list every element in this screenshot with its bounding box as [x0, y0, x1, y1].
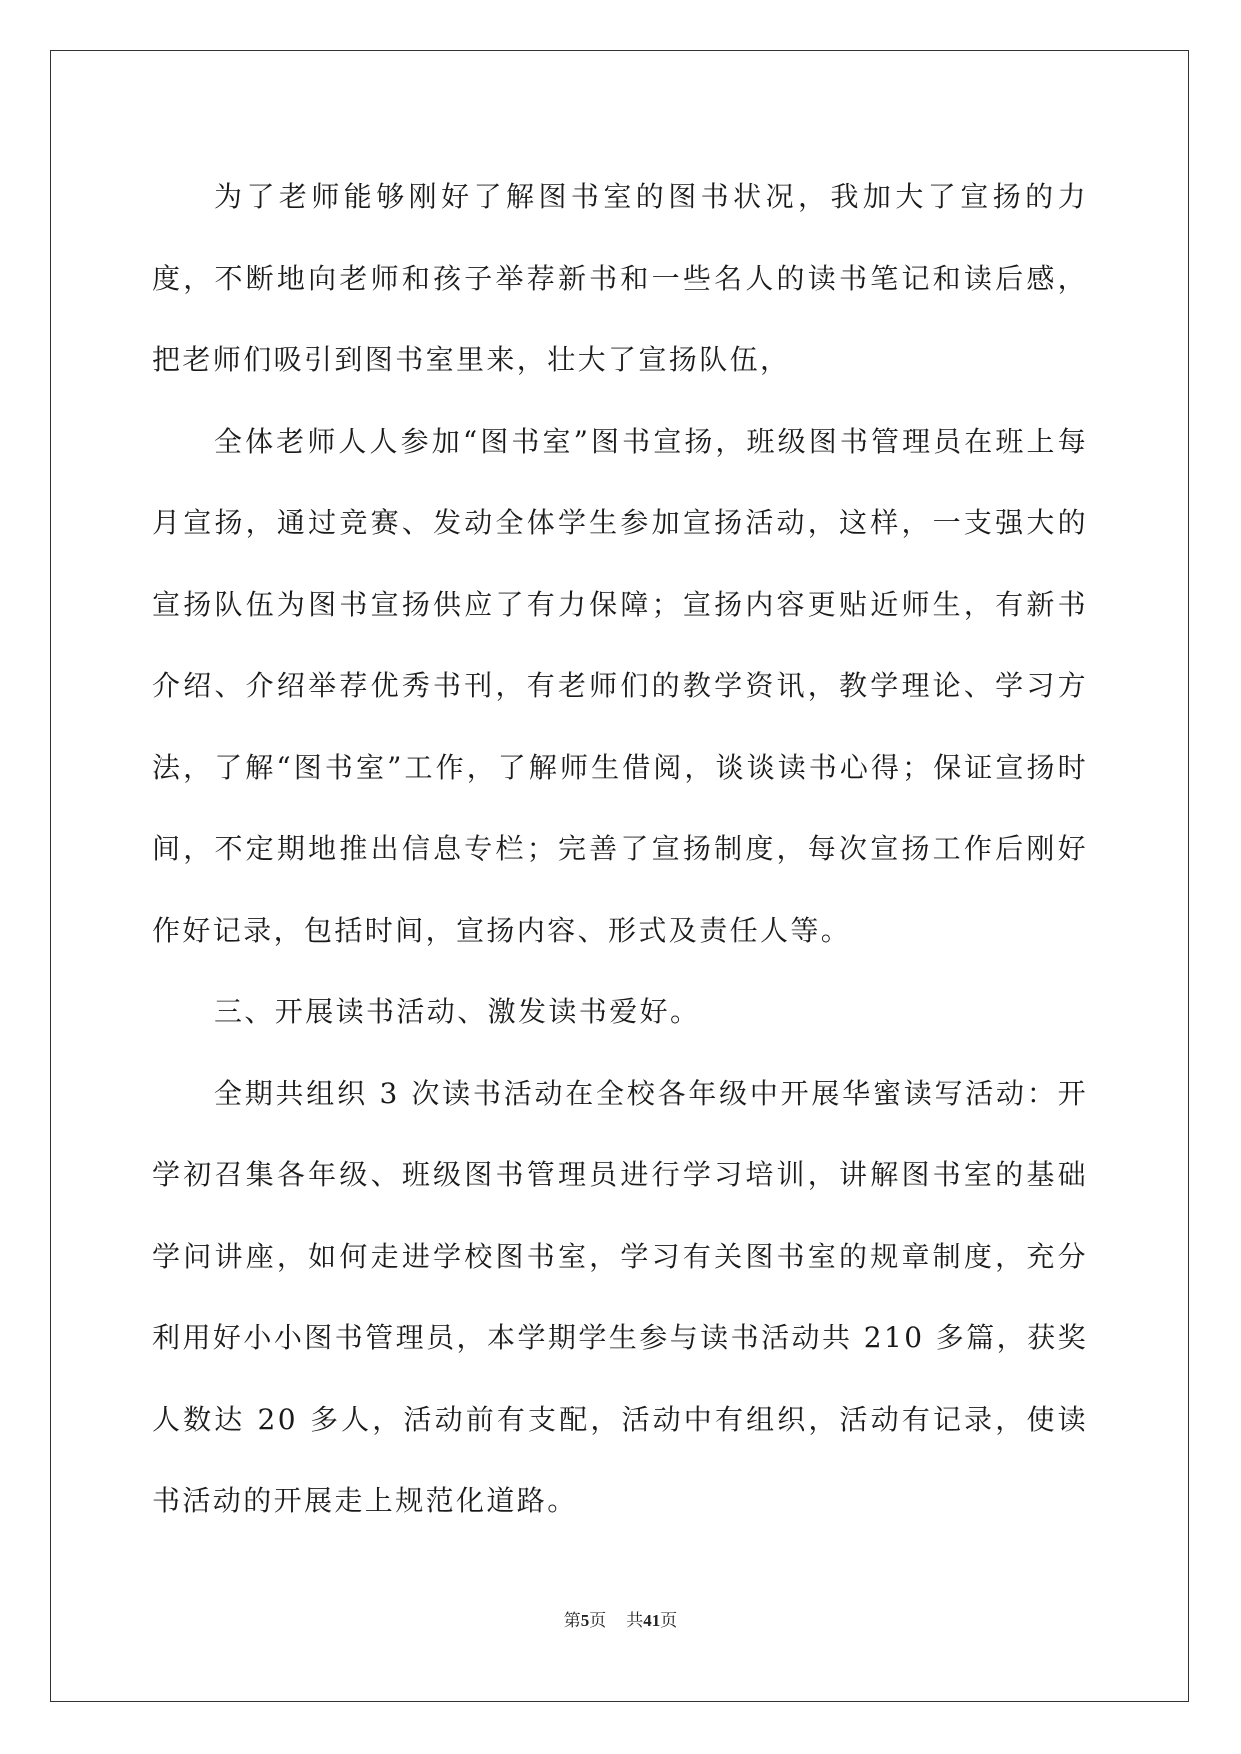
page-footer [0, 1606, 1241, 1631]
paragraph-4: 全期共组织 3 次读书活动在全校各年级中开展华蜜读写活动：开学初召集各年级、班级图书管理员进行学习培训，讲解图书室的基础学问讲座，如何走进学校图书室，学习有关图书室的规章制度，充分利用好小小图书管理员，本学期学生参与读书活动共 210 多篇，获奖人数达 20 多人，活动前有支配，活动中有组织，活动有记录，使读书活动的开展走上规范化道路。 [152, 1076, 1088, 1517]
page-number: 5 [580, 1611, 590, 1630]
document-body [152, 156, 1088, 1542]
paragraph-3-heading: 三、开展读书活动、激发读书爱好。 [214, 995, 701, 1028]
page-prefix: 第 [563, 1611, 581, 1630]
total-suffix: 页 [660, 1611, 678, 1630]
total-prefix: 共 [626, 1611, 644, 1630]
total-pages: 41 [643, 1611, 661, 1630]
page-suffix: 页 [589, 1611, 607, 1630]
paragraph-1: 为了老师能够刚好了解图书室的图书状况，我加大了宣扬的力度，不断地向老师和孩子举荐新书和一些名人的读书笔记和读后感，把老师们吸引到图书室里来，壮大了宣扬队伍， [152, 180, 1088, 376]
paragraph-2: 全体老师人人参加“图书室”图书宣扬，班级图书管理员在班上每月宣扬，通过竞赛、发动全体学生参加宣扬活动，这样，一支强大的宣扬队伍为图书宣扬供应了有力保障；宣扬内容更贴近师生，有新书介绍、介绍举荐优秀书刊，有老师们的教学资讯，教学理论、学习方法，了解“图书室”工作，了解师生借阅，谈谈读书心得；保证宣扬时间，不定期地推出信息专栏；完善了宣扬制度，每次宣扬工作后刚好作好记录，包括时间，宣扬内容、形式及责任人等。 [152, 424, 1088, 947]
